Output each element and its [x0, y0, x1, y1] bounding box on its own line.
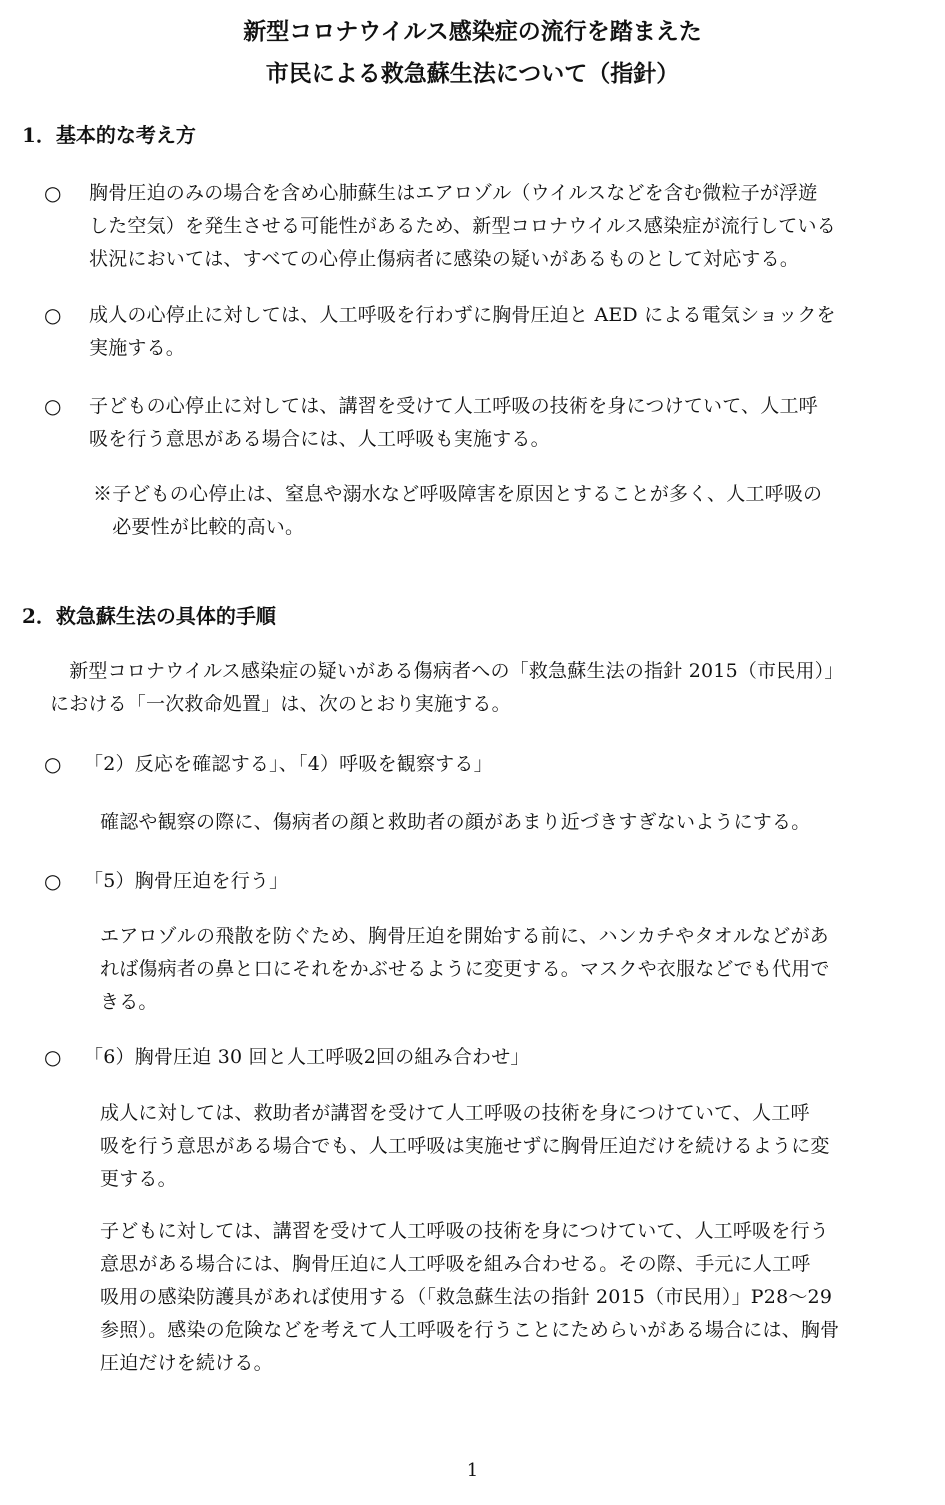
step-1-body: 確認や観察の際に、傷病者の顔と救助者の顔があまり近づきすぎないようにする。 [100, 811, 811, 833]
step-1-bullet: ○ [44, 752, 62, 776]
step-3-label: 「6）胸骨圧迫 30 回と人工呼吸2回の組み合わせ」 [84, 1046, 530, 1068]
section-1-item-2-bullet: ○ [44, 303, 62, 327]
section-1-item-3-bullet: ○ [44, 394, 62, 418]
step-3-bullet: ○ [44, 1045, 62, 1069]
step-3-body-paragraph-1: 成人に対しては、救助者が講習を受けて人工呼吸の技術を身につけていて、人工呼 吸を行う意思がある場合でも、人工呼吸は実施せずに胸骨圧迫だけを続けるように変 更する。 [100, 1102, 830, 1190]
section-1-item-1-bullet: ○ [44, 181, 62, 205]
step-2-label: 「5）胸骨圧迫を行う」 [84, 870, 289, 892]
section-1-item-1-text: 胸骨圧迫のみの場合を含め心肺蘇生はエアロゾル（ウイルスなどを含む微粒子が浮遊 した空気）を発生させる可能性があるため、新型コロナウイルス感染症が流行している 状況においては、すべての心停止傷病者に感染の疑いがあるものとして対応する。 [89, 182, 836, 270]
step-2-body: エアロゾルの飛散を防ぐため、胸骨圧迫を開始する前に、ハンカチやタオルなどがあ れば傷病者の鼻と口にそれをかぶせるように変更する。マスクや衣服などでも代用で きる。 [100, 925, 830, 1013]
section-1-note: ※子どもの心停止は、窒息や溺水など呼吸障害を原因とすることが多く、人工呼吸の 必要性が比較的高い。 [93, 483, 823, 538]
section-2-heading: 2．救急蘇生法の具体的手順 [22, 604, 276, 628]
document-title-line-1: 新型コロナウイルス感染症の流行を踏まえた [243, 18, 702, 45]
page-number: 1 [466, 1460, 479, 1481]
step-3-body-paragraph-2: 子どもに対しては、講習を受けて人工呼吸の技術を身につけていて、人工呼吸を行う 意思がある場合には、胸骨圧迫に人工呼吸を組み合わせる。その際、手元に人工呼 吸用の感染防護具があれば使用する（「救急蘇生法の指針 2015（市民用）」P28～29 参照）。感染の危険などを考えて人工呼吸を行うことにためらいがある場合には、胸骨 圧迫だけを続ける。 [100, 1220, 840, 1374]
step-2-bullet: ○ [44, 869, 62, 893]
section-1-heading: 1．基本的な考え方 [22, 123, 196, 147]
step-1-label: 「2）反応を確認する」、「4）呼吸を観察する」 [84, 753, 493, 775]
section-2-intro: 新型コロナウイルス感染症の疑いがある傷病者への「救急蘇生法の指針 2015（市民用）」 における「一次救命処置」は、次のとおり実施する。 [50, 660, 844, 715]
document-title-line-2: 市民による救急蘇生法について（指針） [265, 60, 680, 87]
section-1-item-2-text: 成人の心停止に対しては、人工呼吸を行わずに胸骨圧迫と AED による電気ショックを 実施する。 [89, 304, 836, 359]
section-1-item-3-text: 子どもの心停止に対しては、講習を受けて人工呼吸の技術を身につけていて、人工呼 吸を行う意思がある場合には、人工呼吸も実施する。 [89, 395, 818, 450]
